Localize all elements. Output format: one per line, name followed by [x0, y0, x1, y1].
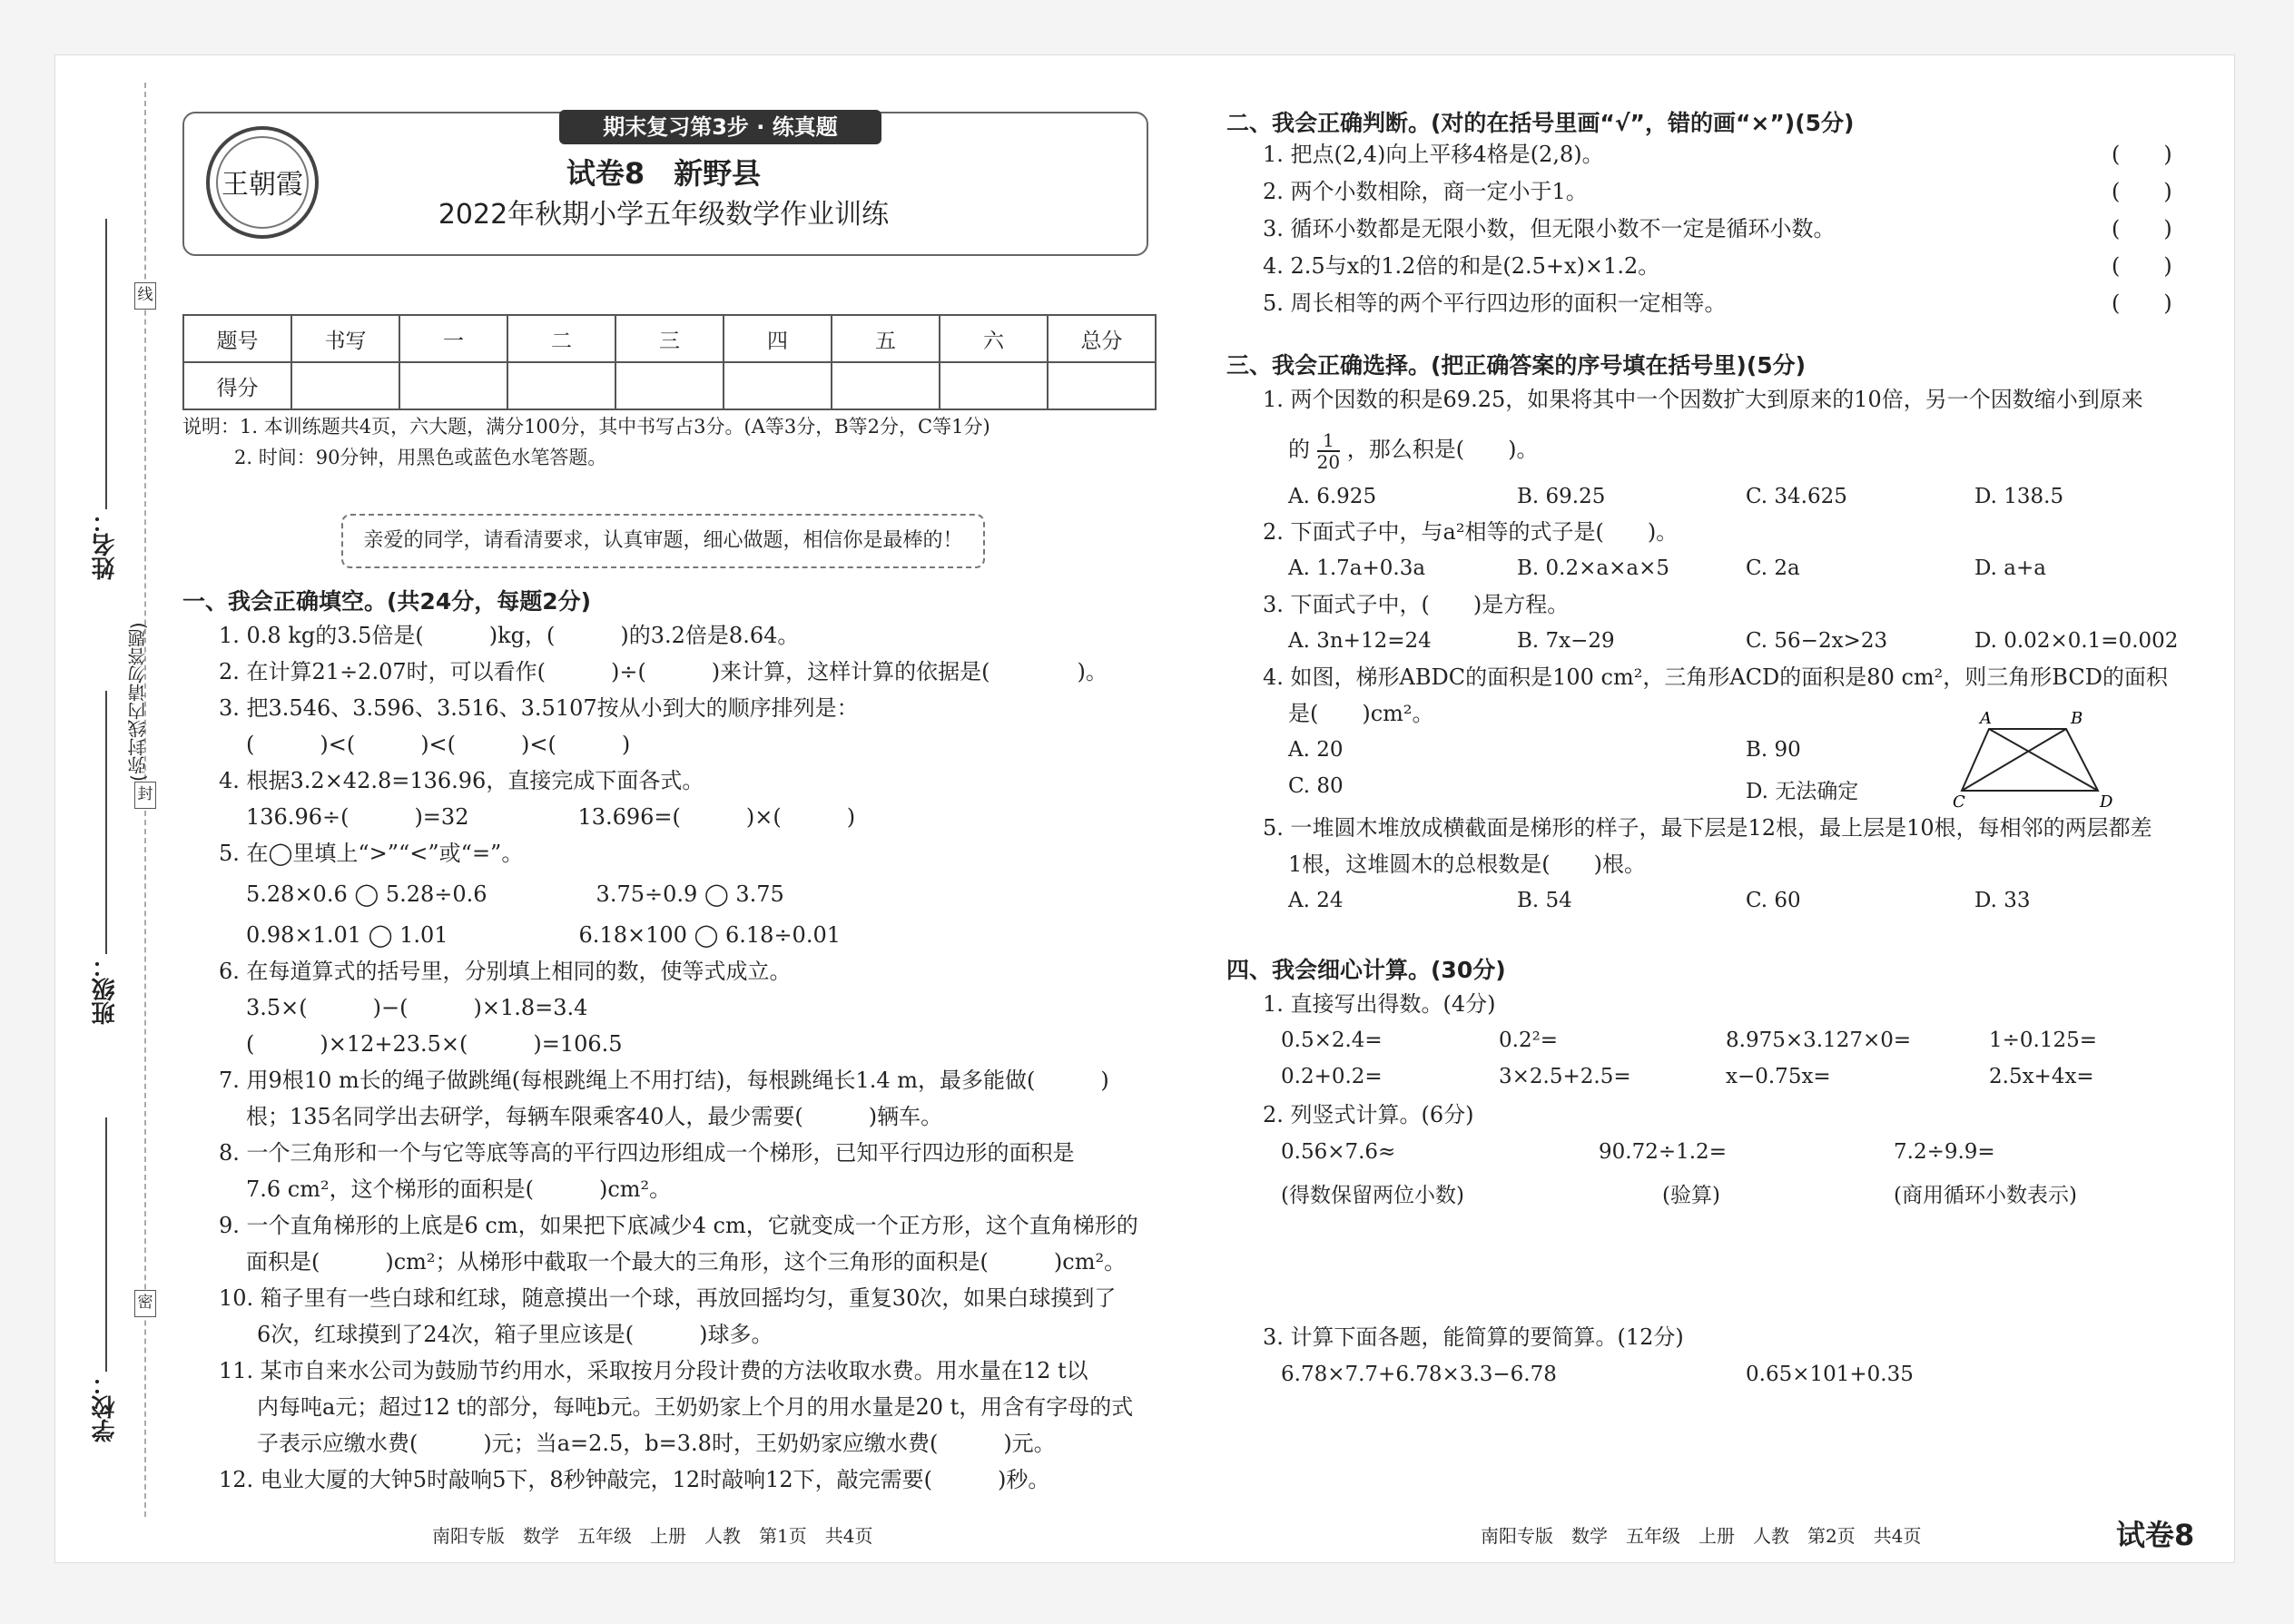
direct-calc[interactable]: x−0.75x= [1726, 1065, 1831, 1088]
score-table [182, 314, 1157, 410]
score-cell: 三 [615, 315, 724, 362]
s1-line: 11. 某市自来水公司为鼓励节约用水，采取按月分段计费的方法收取水费。用水量在12 t以 [219, 1358, 1088, 1383]
school-line[interactable] [105, 1117, 107, 1372]
s2-item: 5. 周长相等的两个平行四边形的面积一定相等。 [1263, 290, 1727, 316]
seal-tag-xian: 线 [134, 282, 156, 310]
option[interactable]: C. 56−2x>23 [1746, 629, 1888, 653]
direct-calc[interactable]: 1÷0.125= [1989, 1029, 2098, 1052]
option[interactable]: B. 69.25 [1517, 485, 1606, 508]
score-input[interactable] [291, 362, 399, 409]
option[interactable]: B. 90 [1746, 738, 1801, 762]
exam-badge: 试卷8 [2116, 1518, 2195, 1552]
score-input[interactable] [940, 362, 1048, 409]
s3-q2: 2. 下面式子中，与a²相等的式子是( )。 [1263, 519, 1679, 545]
score-input[interactable] [832, 362, 940, 409]
s1-line: 子表示应缴水费( )元；当a=2.5，b=3.8时，王奶奶家应缴水费( )元。 [257, 1431, 1056, 1456]
s1-line: 12. 电业大厦的大钟5时敲响5下，8秒钟敲完，12时敲响12下，敲完需要( )秒。 [219, 1467, 1050, 1492]
svg-text:王朝霞: 王朝霞 [222, 169, 303, 201]
s1-line: 136.96÷( )=32 13.696=( )×( ) [246, 804, 856, 830]
paper-title: 试卷8 新野县 [566, 156, 762, 191]
direct-calc[interactable]: 8.975×3.127×0= [1726, 1029, 1912, 1052]
score-cell: 书写 [291, 315, 399, 362]
option[interactable]: D. 无法确定 [1746, 780, 1859, 803]
option[interactable]: A. 1.7a+0.3a [1288, 556, 1426, 580]
s2-answer-paren[interactable]: ( ) [2112, 179, 2172, 204]
s2-item: 2. 两个小数相除，商一定小于1。 [1263, 179, 1588, 204]
score-table-score-row [183, 362, 1156, 409]
s1-line: 7. 用9根10 m长的绳子做跳绳(每根跳绳上不用打结)，每根跳绳长1.4 m，最多能做( ) [219, 1068, 1109, 1093]
section-4-title: 四、我会细心计算。(30分) [1226, 957, 1506, 983]
section-1-title: 一、我会正确填空。(共24分，每题2分) [182, 588, 592, 615]
s1-line: 内每吨a元；超过12 t的部分，每吨b元。王奶奶家上个月的用水量是20 t，用含有字母的式 [257, 1394, 1134, 1420]
option[interactable]: D. 33 [1974, 889, 2031, 912]
s2-item: 4. 2.5与x的1.2倍的和是(2.5+x)×1.2。 [1263, 253, 1660, 279]
score-cell: 一 [399, 315, 507, 362]
vertex-label-c: C [1953, 792, 1965, 809]
vertical-note: (商用循环小数表示) [1894, 1184, 2077, 1207]
diagonal-bc [1962, 729, 2066, 791]
option[interactable]: A. 24 [1288, 889, 1344, 912]
class-label: 班级： [92, 954, 119, 1025]
paper-subtitle: 2022年秋期小学五年级数学作业训练 [438, 199, 890, 231]
s2-answer-paren[interactable]: ( ) [2112, 290, 2172, 316]
name-label: 姓名： [92, 509, 119, 580]
fraction-denominator: 20 [1316, 450, 1341, 473]
score-cell: 题号 [183, 315, 291, 362]
s1-line: 7.6 cm²，这个梯形的面积是( )cm²。 [246, 1176, 672, 1202]
s1-line: 面积是( )cm²；从梯形中截取一个最大的三角形，这个三角形的面积是( )cm²。 [246, 1249, 1127, 1275]
direct-calc[interactable]: 2.5x+4x= [1989, 1065, 2094, 1088]
vertex-label-d: D [2100, 792, 2113, 809]
note-line-1: 说明：1. 本训练题共4页，六大题，满分100分，其中书写占3分。(A等3分，B等2分，C等1分) [182, 416, 990, 438]
s3-q1-line1: 1. 两个因数的积是69.25，如果将其中一个因数扩大到原来的10倍，另一个因数缩小到原来 [1263, 387, 2143, 412]
option[interactable]: A. 20 [1288, 738, 1344, 762]
s2-answer-paren[interactable]: ( ) [2112, 253, 2172, 279]
s1-line: 6次，红球摸到了24次，箱子里应该是( )球多。 [257, 1322, 773, 1347]
section-2-title: 二、我会正确判断。(对的在括号里画“√”，错的画“×”)(5分) [1226, 110, 1855, 136]
s2-answer-paren[interactable]: ( ) [2112, 216, 2172, 241]
option[interactable]: A. 6.925 [1288, 485, 1377, 508]
seal-note: (弥封线内请勿答题) [127, 622, 149, 782]
section-3-title: 三、我会正确选择。(把正确答案的序号填在括号里)(5分) [1226, 352, 1807, 379]
header-banner: 期末复习第3步 · 练真题 [559, 110, 881, 144]
direct-calc[interactable]: 0.5×2.4= [1281, 1029, 1383, 1052]
direct-calc[interactable]: 3×2.5+2.5= [1499, 1065, 1631, 1088]
vertical-calc[interactable]: 90.72÷1.2= [1599, 1140, 1727, 1164]
score-cell: 六 [940, 315, 1048, 362]
vertical-note: (验算) [1662, 1184, 1720, 1207]
s1-line: 8. 一个三角形和一个与它等底等高的平行四边形组成一个梯形，已知平行四边形的面积是 [219, 1140, 1075, 1166]
direct-calc[interactable]: 0.2+0.2= [1281, 1065, 1383, 1088]
vertex-label-b: B [2071, 709, 2083, 728]
s1-line: 9. 一个直角梯形的上底是6 cm，如果把下底减少4 cm，它就变成一个正方形，这个直角梯形的 [219, 1213, 1138, 1238]
score-cell: 得分 [183, 362, 291, 409]
option[interactable]: D. 138.5 [1974, 485, 2064, 508]
s1-line: ( )<( )<( )<( ) [246, 732, 631, 757]
class-line[interactable] [105, 691, 107, 954]
seal-tag-mi: 密 [134, 1290, 156, 1317]
vertical-note: (得数保留两位小数) [1281, 1184, 1464, 1207]
s3-q5-line2: 1根，这堆圆木的总根数是( )根。 [1288, 851, 1646, 877]
footer-left: 南阳专版 数学 五年级 上册 人教 第1页 共4页 [432, 1525, 873, 1547]
option[interactable]: C. 2a [1746, 556, 1800, 580]
s1-line: ( )×12+23.5×( )=106.5 [246, 1031, 623, 1057]
s4-sub2: 2. 列竖式计算。(6分) [1263, 1102, 1474, 1127]
s2-item: 1. 把点(2,4)向上平移4格是(2,8)。 [1263, 142, 1604, 167]
s1-line: 5. 在◯里填上“>”“<”或“=”。 [219, 841, 524, 866]
option[interactable]: B. 54 [1517, 889, 1572, 912]
simplify-calc[interactable]: 0.65×101+0.35 [1746, 1363, 1914, 1386]
s4-sub3: 3. 计算下面各题，能简算的要简算。(12分) [1263, 1324, 1684, 1350]
s1-line: 根；135名同学出去研学，每辆车限乘客40人，最少需要( )辆车。 [246, 1104, 943, 1129]
school-label: 学校： [92, 1372, 119, 1442]
s3-q5-line1: 5. 一堆圆木堆放成横截面是梯形的样子，最下层是12根，最上层是10根，每相邻的两层都差 [1263, 815, 2152, 841]
s2-answer-paren[interactable]: ( ) [2112, 142, 2172, 167]
note-line-2: 2. 时间：90分钟，用黑色或蓝色水笔答题。 [234, 447, 607, 468]
s3-q3: 3. 下面式子中，( )是方程。 [1263, 592, 1570, 617]
seal-tag-feng: 封 [134, 782, 156, 809]
option[interactable]: C. 60 [1746, 889, 1801, 912]
s1-line: 10. 箱子里有一些白球和红球，随意摸出一个球，再放回摇均匀，重复30次，如果白球摸到了 [219, 1285, 1117, 1311]
score-input[interactable] [615, 362, 724, 409]
fraction-numerator: 1 [1317, 430, 1340, 452]
exam-page [54, 54, 2235, 1563]
vertical-calc[interactable]: 0.56×7.6≈ [1281, 1140, 1396, 1164]
s4-sub1: 1. 直接写出得数。(4分) [1263, 991, 1496, 1017]
trapezoid-outline [1962, 729, 2098, 791]
s3-q1-post: ，那么积是( )。 [1346, 437, 1539, 462]
s1-line: 3.5×( )−( )×1.8=3.4 [246, 995, 588, 1020]
s3-q4-line1: 4. 如图，梯形ABDC的面积是100 cm²，三角形ACD的面积是80 cm²，则三角形BCD的面积 [1263, 664, 2168, 690]
s1-line: 0.98×1.01 ◯ 1.01 6.18×100 ◯ 6.18÷0.01 [246, 922, 841, 948]
slogan: 亲爱的同学，请看清要求，认真审题，细心做题，相信你是最棒的！ [341, 514, 985, 568]
score-cell: 总分 [1048, 315, 1156, 362]
option[interactable]: A. 3n+12=24 [1288, 629, 1432, 653]
s2-item: 3. 循环小数都是无限小数，但无限小数不一定是循环小数。 [1263, 216, 1836, 241]
option[interactable]: D. a+a [1974, 556, 2046, 580]
score-input[interactable] [507, 362, 615, 409]
score-input[interactable] [399, 362, 507, 409]
vertical-calc[interactable]: 7.2÷9.9= [1894, 1140, 1995, 1164]
s3-q1-line2 [1288, 426, 1538, 473]
s1-line: 4. 根据3.2×42.8=136.96，直接完成下面各式。 [219, 768, 704, 793]
fraction [1317, 430, 1340, 472]
s1-line: 1. 0.8 kg的3.5倍是( )kg，( )的3.2倍是8.64。 [219, 623, 800, 648]
score-cell: 二 [507, 315, 615, 362]
score-cell: 四 [724, 315, 832, 362]
score-input[interactable] [1048, 362, 1156, 409]
simplify-calc[interactable]: 6.78×7.7+6.78×3.3−6.78 [1281, 1363, 1557, 1386]
vertex-label-a: A [1980, 709, 1992, 728]
option[interactable]: C. 80 [1288, 774, 1344, 798]
option[interactable]: D. 0.02×0.1=0.002 [1974, 629, 2179, 653]
s1-line: 3. 把3.546、3.596、3.516、3.5107按从小到大的顺序排列是： [219, 695, 859, 721]
s3-q1-pre: 的 [1288, 437, 1310, 462]
option[interactable]: B. 0.2×a×a×5 [1517, 556, 1669, 580]
s3-q4-line2: 是( )cm²。 [1288, 701, 1434, 726]
score-table-header-row [183, 315, 1156, 362]
s1-line: 5.28×0.6 ◯ 5.28÷0.6 3.75÷0.9 ◯ 3.75 [246, 881, 784, 907]
option[interactable]: B. 7x−29 [1517, 629, 1615, 653]
trapezoid-figure [1953, 709, 2116, 809]
name-line[interactable] [105, 219, 107, 509]
s1-line: 6. 在每道算式的括号里，分别填上相同的数，使等式成立。 [219, 959, 792, 984]
footer-right: 南阳专版 数学 五年级 上册 人教 第2页 共4页 [1481, 1525, 1922, 1547]
s1-line: 2. 在计算21÷2.07时，可以看作( )÷( )来计算，这样计算的依据是( )。 [219, 659, 1108, 684]
option[interactable]: C. 34.625 [1746, 485, 1847, 508]
direct-calc[interactable]: 0.2²= [1499, 1029, 1559, 1052]
score-cell: 五 [832, 315, 940, 362]
score-input[interactable] [724, 362, 832, 409]
